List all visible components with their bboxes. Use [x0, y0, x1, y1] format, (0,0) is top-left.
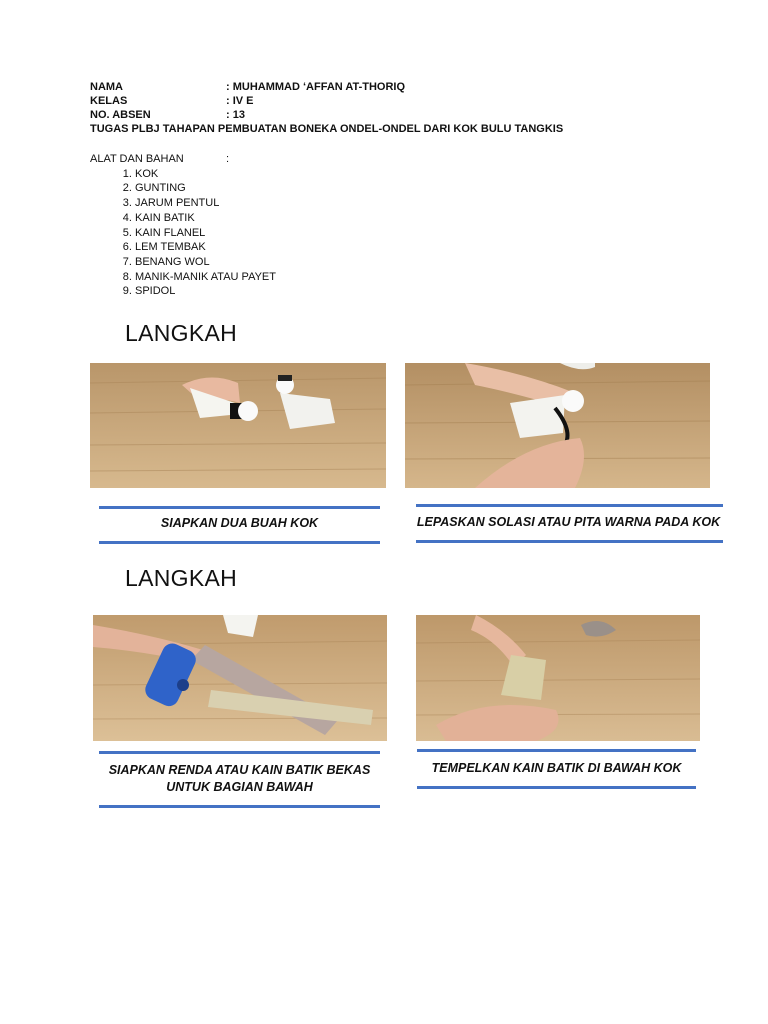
list-item: 4. KAIN BATIK — [135, 211, 276, 226]
tools-heading — [90, 152, 276, 167]
info-value: : MUHAMMAD ‘AFFAN AT-THORIQ — [226, 81, 406, 93]
tools-section — [90, 152, 276, 299]
info-row-number — [90, 108, 563, 122]
tools-label: ALAT DAN BAHAN — [90, 153, 184, 165]
list-item: 3. JARUM PENTUL — [135, 196, 276, 211]
info-label: NO. ABSEN — [90, 109, 151, 121]
list-item: 5. KAIN FLANEL — [135, 226, 276, 241]
list-item: 7. BENANG WOL — [135, 255, 276, 270]
photo-glue-gun-and-lace — [93, 615, 387, 741]
list-item: 1. KOK — [135, 167, 276, 182]
list-item: 6. LEM TEMBAK — [135, 240, 276, 255]
caption-top-rule — [99, 751, 380, 754]
info-label: KELAS — [90, 95, 128, 107]
list-item: 8. MANIK-MANIK ATAU PAYET — [135, 270, 276, 285]
caption-bottom-rule — [416, 540, 723, 543]
info-row-name — [90, 80, 563, 94]
step-caption: LEPASKAN SOLASI ATAU PITA WARNA PADA KOK — [416, 515, 721, 529]
info-row-class — [90, 94, 563, 108]
caption-bottom-rule — [99, 541, 380, 544]
info-value: : IV E — [226, 95, 254, 107]
section-title: LANGKAH — [125, 320, 238, 346]
task-title: TUGAS PLBJ TAHAPAN PEMBUATAN BONEKA ONDEL-ONDEL DARI KOK BULU TANGKIS — [90, 123, 564, 135]
caption-top-rule — [417, 749, 696, 752]
step-caption: TEMPELKAN KAIN BATIK DI BAWAH KOK — [431, 761, 682, 775]
photo-removing-tape-from-shuttlecock — [405, 363, 710, 488]
caption-bottom-rule — [99, 805, 380, 808]
tools-list — [90, 167, 276, 299]
step-caption: SIAPKAN RENDA ATAU KAIN BATIK BEKAS UNTUK BAGIAN BAWAH — [108, 763, 371, 794]
caption-top-rule — [416, 504, 723, 507]
list-item: 9. SPIDOL — [135, 284, 276, 299]
step-caption: SIAPKAN DUA BUAH KOK — [160, 516, 319, 530]
list-item: 2. GUNTING — [135, 181, 276, 196]
info-label: NAMA — [90, 81, 123, 93]
section-title: LANGKAH — [125, 565, 238, 591]
caption-top-rule — [99, 506, 380, 509]
caption-bottom-rule — [417, 786, 696, 789]
tools-colon: : — [226, 153, 230, 165]
student-info — [90, 80, 563, 136]
photo-hand-holding-shuttlecocks — [90, 363, 386, 488]
photo-attaching-batik-to-shuttlecock — [416, 615, 700, 741]
info-value: : 13 — [226, 109, 245, 121]
